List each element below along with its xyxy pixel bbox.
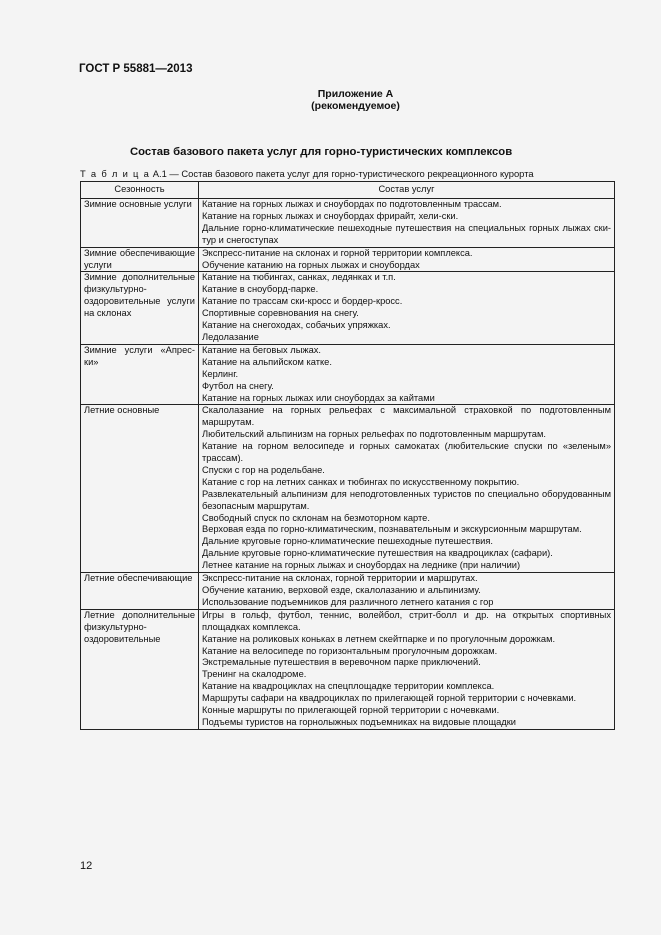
services-cell [199, 573, 615, 610]
services-table [80, 181, 615, 730]
service-item: Летнее катание на горных лыжах и сноубордах на леднике (при наличии) [202, 560, 521, 571]
table-row [81, 272, 615, 344]
service-item: Катание на роликовых коньках в летнем скейтпарке и по прогулочным дорожкам. [202, 633, 556, 644]
service-item: Катание на горном велосипеде и горных самокатах (любительские спуски по «зеленым» трассам). [202, 441, 611, 464]
service-item: Дальние круговые горно-климатические пешеходные путешествия. [202, 536, 493, 547]
appendix-type: (рекомендуемое) [311, 100, 400, 112]
page-number: 12 [80, 860, 93, 872]
services-cell [199, 344, 615, 405]
service-item: Обучение катанию, верховой езде, скалолазанию и альпинизму. [202, 585, 481, 595]
service-item: Катание на горных лыжах и сноубордах фрирайт, хели-ски. [202, 210, 459, 221]
table-row [81, 573, 615, 610]
season-cell: Зимние основные услуги [81, 199, 199, 248]
service-item: Ледолазание [202, 331, 259, 342]
appendix-heading [0, 88, 661, 112]
service-item: Экспресс-питание на склонах и горной территории комплекса. [202, 247, 473, 258]
table-row [81, 344, 615, 405]
service-item: Катание на квадроциклах на спецплощадке территории комплекса. [202, 681, 495, 692]
season-cell: Летние основные [81, 405, 199, 573]
season-cell: Летние обеспечивающие [81, 573, 199, 610]
table-caption-text: А.1 — Состав базового пакета услуг для горно-туристического рекреационного курорта [150, 168, 534, 179]
service-item: Маршруты сафари на квадроциклах по прилегающей горной территории с ночевками. [202, 693, 577, 704]
service-item: Скалолазание на горных рельефах с максимальной страховкой по подготовленным маршрутам. [202, 405, 611, 428]
table-row [81, 199, 615, 248]
season-cell: Зимние обеспечивающие услуги [81, 247, 199, 272]
service-item: Любительский альпинизм на горных рельефах по подготовленным маршрутам. [202, 429, 546, 440]
service-item: Верховая езда по горно-климатическим, познавательным и экскурсионным маршрутам. [202, 524, 582, 535]
season-cell: Зимние услуги «Апрес-ки» [81, 344, 199, 405]
appendix-label: Приложение А [317, 88, 394, 100]
service-item: Подъемы туристов на горнолыжных подъемниках на видовые площадки [202, 716, 516, 727]
service-item: Катание на горных лыжах и сноубордах по подготовленным трассам. [202, 199, 502, 209]
service-item: Дальние круговые горно-климатические путешествия на квадроциклах (сафари). [202, 548, 553, 559]
service-item: Катание на велосипеде по горизонтальным прогулочным дорожкам. [202, 645, 498, 656]
service-item: Катание на беговых лыжах. [202, 344, 322, 355]
season-cell: Летние дополнительные физкультурно-оздоровительные [81, 609, 199, 729]
service-item: Футбол на снегу. [202, 380, 274, 391]
table-row [81, 247, 615, 272]
service-item: Игры в гольф, футбол, теннис, волейбол, стрит-болл и др. на открытых спортивных площадках комплекса. [202, 609, 611, 632]
service-item: Экстремальные путешествия в веревочном парке приключений. [202, 657, 481, 668]
services-cell [199, 609, 615, 729]
season-cell: Зимние дополнительные физкультурно-оздоровительные услуги на склонах [81, 272, 199, 344]
service-item: Свободный спуск по склонам на безмоторном карте. [202, 512, 430, 523]
service-item: Экспресс-питание на склонах, горной территории и маршрутах. [202, 573, 478, 584]
service-item: Спортивные соревнования на снегу. [202, 308, 359, 319]
column-header-services: Состав услуг [199, 182, 615, 199]
service-item: Катание на альпийском катке. [202, 356, 332, 367]
table-header-row [81, 182, 615, 199]
service-item: Тренинг на скалодроме. [202, 669, 307, 680]
service-item: Катание на снегоходах, собачьих упряжках. [202, 320, 391, 331]
service-item: Развлекательный альпинизм для неподготовленных туристов по специально оборудованным безопасным маршрутам. [202, 488, 611, 511]
service-item: Дальние горно-климатические пешеходные путешествия на специальных горных лыжах ски-тур и снегоступах [202, 222, 611, 245]
service-item: Спуски с гор на родельбане. [202, 464, 325, 475]
table-caption-prefix: Т а б л и ц а [80, 168, 151, 179]
service-item: Катание по трассам ски-кросс и бордер-кросс. [202, 296, 403, 307]
service-item: Конные маршруты по прилегающей горной территории с ночевками. [202, 705, 500, 716]
services-cell [199, 247, 615, 272]
services-cell [199, 272, 615, 344]
table-row [81, 609, 615, 729]
services-cell [199, 199, 615, 248]
doc-code: ГОСТ Р 55881—2013 [79, 63, 193, 75]
table-caption [80, 168, 534, 179]
service-item: Катание на тюбингах, санках, ледянках и т.п. [202, 272, 396, 283]
column-header-season: Сезонность [81, 182, 199, 199]
table-row [81, 405, 615, 573]
service-item: Обучение катанию на горных лыжах и сноубордах [202, 259, 420, 270]
service-item: Использование подъемников для различного летнего катания с гор [202, 596, 494, 607]
service-item: Керлинг. [202, 368, 239, 379]
service-item: Катание на горных лыжах или сноубордах за кайтами [202, 392, 435, 403]
service-item: Катание с гор на летних санках и тюбингах по искусственному покрытию. [202, 476, 520, 487]
service-item: Катание в сноуборд-парке. [202, 284, 319, 295]
services-cell [199, 405, 615, 573]
section-title: Состав базового пакета услуг для горно-туристических комплексов [130, 146, 513, 158]
